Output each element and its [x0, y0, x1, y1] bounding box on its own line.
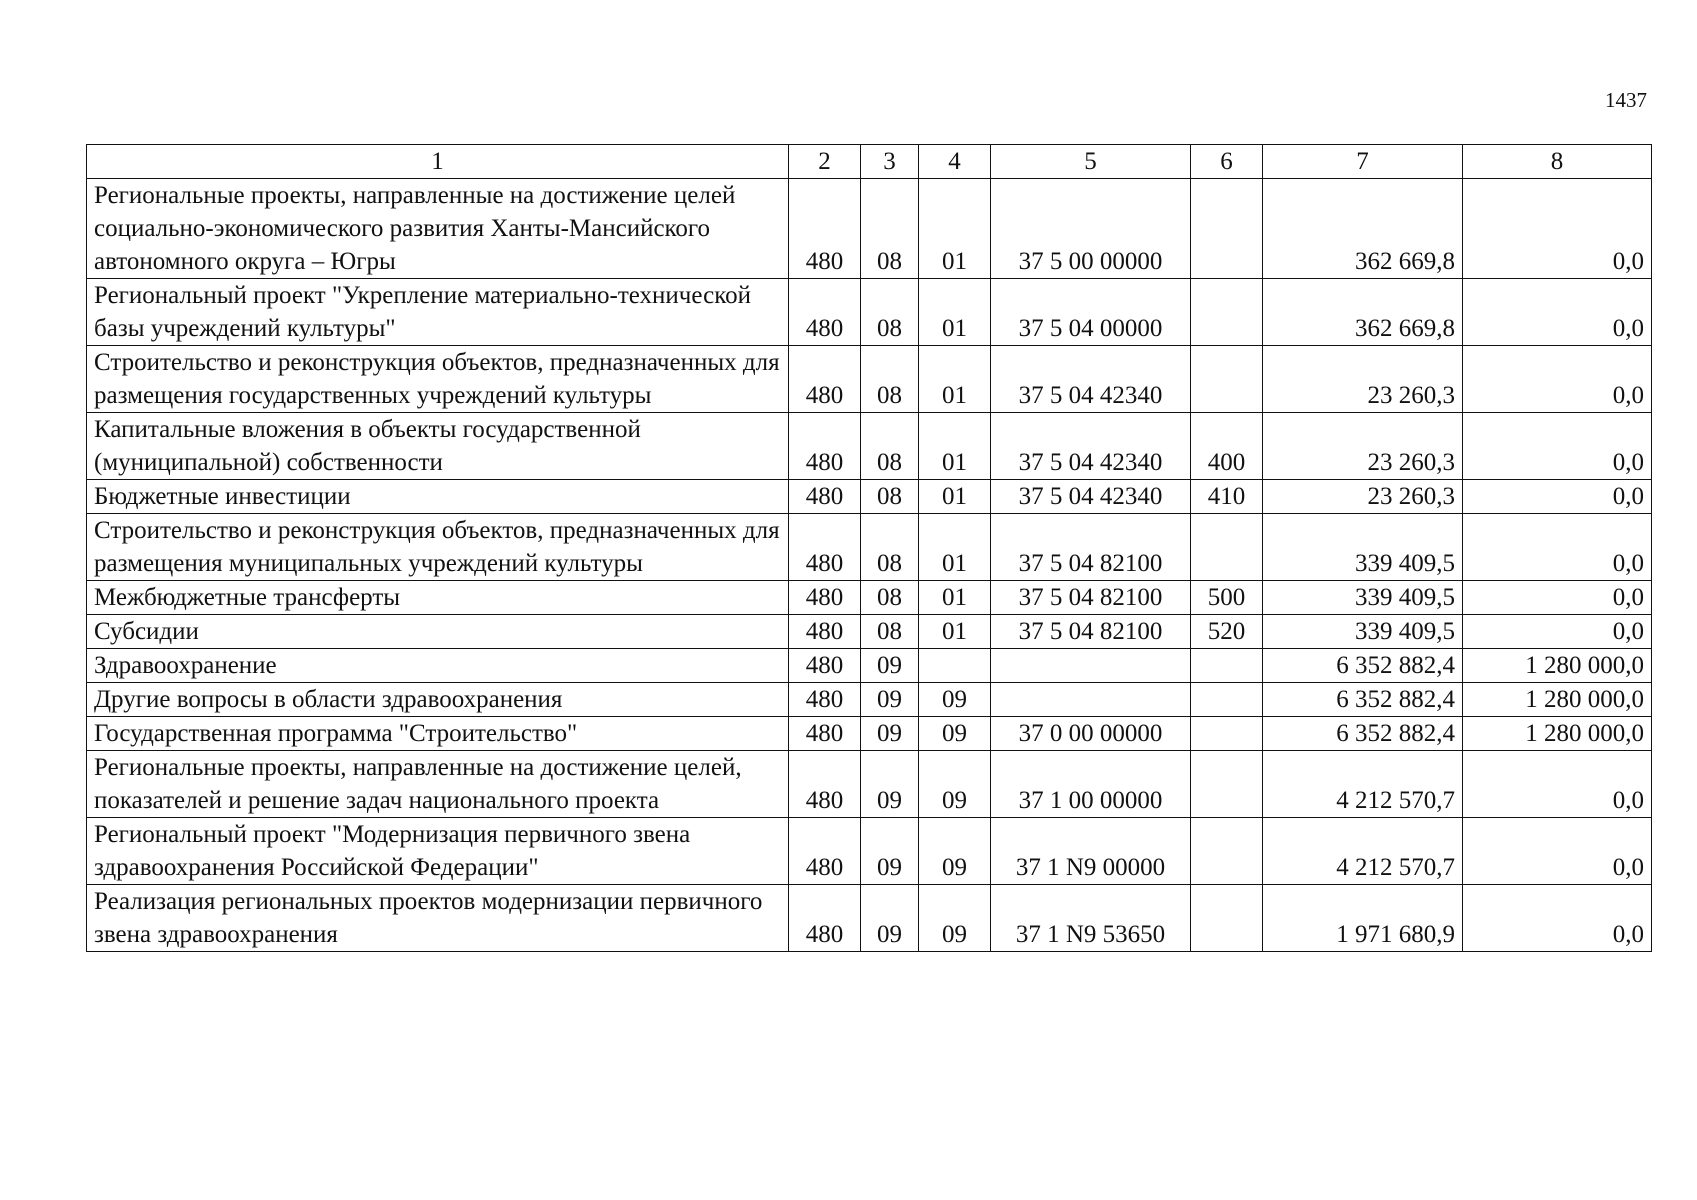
expense-type-code-cell: 520: [1191, 615, 1263, 649]
section-code-cell: 08: [861, 480, 919, 514]
target-article-code-cell: 37 5 04 82100: [991, 581, 1191, 615]
section-code-cell: 08: [861, 179, 919, 279]
ministry-code-cell: 480: [789, 885, 861, 952]
expense-type-code-cell: [1191, 683, 1263, 717]
expense-type-code-cell: [1191, 346, 1263, 413]
ministry-code-cell: 480: [789, 346, 861, 413]
table-row: [87, 615, 1652, 649]
section-code-cell: 08: [861, 279, 919, 346]
expense-type-code-cell: 400: [1191, 413, 1263, 480]
expense-type-code-cell: [1191, 179, 1263, 279]
expense-type-code-cell: [1191, 885, 1263, 952]
row-name-cell: Реализация региональных проектов модернизации первичного звена здравоохранения: [87, 885, 789, 952]
column-header: 3: [861, 145, 919, 179]
table-row: [87, 649, 1652, 683]
row-name-cell: Региональные проекты, направленные на достижение целей социально-экономического развития Ханты-Мансийского автономного округа – Югры: [87, 179, 789, 279]
amount-year-2-cell: 0,0: [1463, 179, 1652, 279]
target-article-code-cell: 37 5 04 42340: [991, 346, 1191, 413]
target-article-code-cell: 37 5 04 00000: [991, 279, 1191, 346]
section-code-cell: 09: [861, 818, 919, 885]
ministry-code-cell: 480: [789, 514, 861, 581]
section-code-cell: 08: [861, 581, 919, 615]
row-name-cell: Другие вопросы в области здравоохранения: [87, 683, 789, 717]
section-code-cell: 08: [861, 514, 919, 581]
amount-year-2-cell: 0,0: [1463, 818, 1652, 885]
section-code-cell: 09: [861, 717, 919, 751]
row-name-cell: Региональный проект "Укрепление материально-технической базы учреждений культуры": [87, 279, 789, 346]
section-code-cell: 09: [861, 751, 919, 818]
ministry-code-cell: 480: [789, 413, 861, 480]
ministry-code-cell: 480: [789, 480, 861, 514]
column-header: 2: [789, 145, 861, 179]
column-header: 6: [1191, 145, 1263, 179]
amount-year-2-cell: 0,0: [1463, 413, 1652, 480]
row-name-cell: Субсидии: [87, 615, 789, 649]
table-row: [87, 480, 1652, 514]
amount-year-2-cell: 0,0: [1463, 279, 1652, 346]
section-code-cell: 08: [861, 615, 919, 649]
amount-year-2-cell: 0,0: [1463, 581, 1652, 615]
subsection-code-cell: 09: [919, 818, 991, 885]
amount-year-1-cell: 339 409,5: [1263, 615, 1463, 649]
target-article-code-cell: [991, 683, 1191, 717]
column-header: 5: [991, 145, 1191, 179]
row-name-cell: Капитальные вложения в объекты государственной (муниципальной) собственности: [87, 413, 789, 480]
amount-year-1-cell: 339 409,5: [1263, 581, 1463, 615]
amount-year-1-cell: 6 352 882,4: [1263, 683, 1463, 717]
ministry-code-cell: 480: [789, 581, 861, 615]
subsection-code-cell: 01: [919, 514, 991, 581]
subsection-code-cell: 01: [919, 179, 991, 279]
expense-type-code-cell: [1191, 279, 1263, 346]
amount-year-1-cell: 23 260,3: [1263, 413, 1463, 480]
row-name-cell: Межбюджетные трансферты: [87, 581, 789, 615]
table-row: [87, 717, 1652, 751]
table-row: [87, 514, 1652, 581]
table-row: [87, 751, 1652, 818]
target-article-code-cell: 37 1 00 00000: [991, 751, 1191, 818]
section-code-cell: 09: [861, 683, 919, 717]
expense-type-code-cell: [1191, 717, 1263, 751]
ministry-code-cell: 480: [789, 751, 861, 818]
subsection-code-cell: 01: [919, 413, 991, 480]
subsection-code-cell: 01: [919, 480, 991, 514]
expense-type-code-cell: 410: [1191, 480, 1263, 514]
ministry-code-cell: 480: [789, 279, 861, 346]
subsection-code-cell: 09: [919, 751, 991, 818]
subsection-code-cell: [919, 649, 991, 683]
section-code-cell: 08: [861, 346, 919, 413]
amount-year-1-cell: 339 409,5: [1263, 514, 1463, 581]
subsection-code-cell: 09: [919, 717, 991, 751]
subsection-code-cell: 01: [919, 279, 991, 346]
target-article-code-cell: 37 5 04 42340: [991, 480, 1191, 514]
ministry-code-cell: 480: [789, 818, 861, 885]
table-row: [87, 885, 1652, 952]
row-name-cell: Региональный проект "Модернизация первичного звена здравоохранения Российской Федерации": [87, 818, 789, 885]
expense-type-code-cell: [1191, 818, 1263, 885]
target-article-code-cell: 37 1 N9 53650: [991, 885, 1191, 952]
row-name-cell: Строительство и реконструкция объектов, предназначенных для размещения муниципальных учреждений культуры: [87, 514, 789, 581]
subsection-code-cell: 01: [919, 346, 991, 413]
row-name-cell: Бюджетные инвестиции: [87, 480, 789, 514]
ministry-code-cell: 480: [789, 683, 861, 717]
row-name-cell: Региональные проекты, направленные на достижение целей, показателей и решение задач национального проекта: [87, 751, 789, 818]
expense-type-code-cell: [1191, 514, 1263, 581]
row-name-cell: Здравоохранение: [87, 649, 789, 683]
amount-year-2-cell: 0,0: [1463, 885, 1652, 952]
amount-year-1-cell: 4 212 570,7: [1263, 751, 1463, 818]
page-number: 1437: [1605, 88, 1647, 112]
section-code-cell: 09: [861, 885, 919, 952]
subsection-code-cell: 01: [919, 615, 991, 649]
amount-year-1-cell: 4 212 570,7: [1263, 818, 1463, 885]
amount-year-1-cell: 6 352 882,4: [1263, 717, 1463, 751]
target-article-code-cell: 37 5 04 42340: [991, 413, 1191, 480]
target-article-code-cell: [991, 649, 1191, 683]
section-code-cell: 09: [861, 649, 919, 683]
amount-year-2-cell: 0,0: [1463, 514, 1652, 581]
amount-year-2-cell: 0,0: [1463, 346, 1652, 413]
amount-year-2-cell: 1 280 000,0: [1463, 649, 1652, 683]
ministry-code-cell: 480: [789, 179, 861, 279]
column-header: 4: [919, 145, 991, 179]
table-row: [87, 279, 1652, 346]
amount-year-1-cell: 362 669,8: [1263, 179, 1463, 279]
table-row: [87, 179, 1652, 279]
table-body: [87, 179, 1652, 952]
amount-year-1-cell: 23 260,3: [1263, 346, 1463, 413]
subsection-code-cell: 09: [919, 683, 991, 717]
column-number-row: [87, 145, 1652, 179]
amount-year-1-cell: 1 971 680,9: [1263, 885, 1463, 952]
ministry-code-cell: 480: [789, 717, 861, 751]
expense-type-code-cell: 500: [1191, 581, 1263, 615]
row-name-cell: Строительство и реконструкция объектов, предназначенных для размещения государственных учреждений культуры: [87, 346, 789, 413]
amount-year-1-cell: 362 669,8: [1263, 279, 1463, 346]
table-row: [87, 346, 1652, 413]
expense-type-code-cell: [1191, 751, 1263, 818]
table-row: [87, 581, 1652, 615]
table-row: [87, 818, 1652, 885]
target-article-code-cell: 37 5 00 00000: [991, 179, 1191, 279]
column-header: 7: [1263, 145, 1463, 179]
row-name-cell: Государственная программа "Строительство": [87, 717, 789, 751]
column-header: 8: [1463, 145, 1652, 179]
ministry-code-cell: 480: [789, 615, 861, 649]
target-article-code-cell: 37 5 04 82100: [991, 514, 1191, 581]
amount-year-2-cell: 0,0: [1463, 751, 1652, 818]
target-article-code-cell: 37 1 N9 00000: [991, 818, 1191, 885]
amount-year-2-cell: 0,0: [1463, 615, 1652, 649]
budget-table: [86, 144, 1652, 952]
target-article-code-cell: 37 0 00 00000: [991, 717, 1191, 751]
target-article-code-cell: 37 5 04 82100: [991, 615, 1191, 649]
table-row: [87, 683, 1652, 717]
ministry-code-cell: 480: [789, 649, 861, 683]
column-header: 1: [87, 145, 789, 179]
section-code-cell: 08: [861, 413, 919, 480]
subsection-code-cell: 01: [919, 581, 991, 615]
amount-year-1-cell: 6 352 882,4: [1263, 649, 1463, 683]
table-row: [87, 413, 1652, 480]
expense-type-code-cell: [1191, 649, 1263, 683]
amount-year-2-cell: 1 280 000,0: [1463, 683, 1652, 717]
amount-year-2-cell: 0,0: [1463, 480, 1652, 514]
amount-year-2-cell: 1 280 000,0: [1463, 717, 1652, 751]
subsection-code-cell: 09: [919, 885, 991, 952]
amount-year-1-cell: 23 260,3: [1263, 480, 1463, 514]
